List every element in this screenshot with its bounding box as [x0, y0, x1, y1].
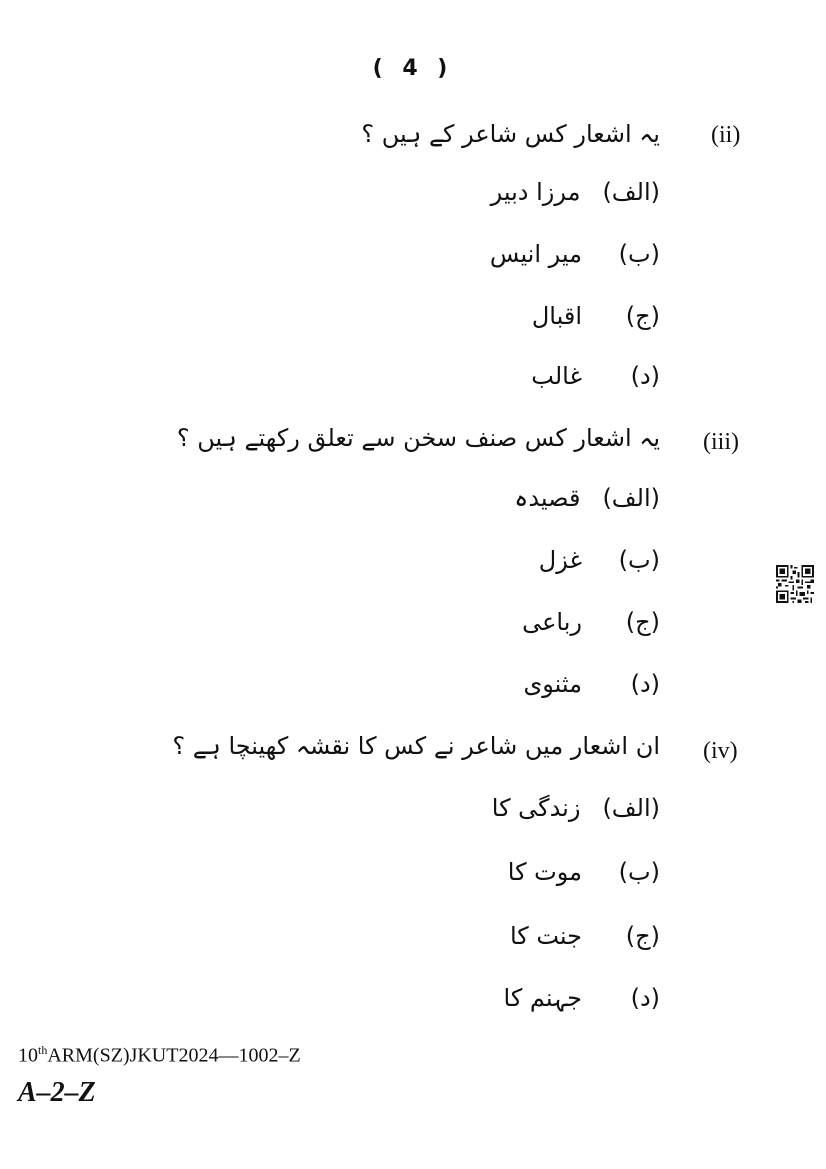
option-label: (ج)	[625, 608, 660, 636]
question-text-ii: یہ اشعار کس شاعر کے ہیں ؟	[361, 120, 660, 148]
option-iii-b	[400, 546, 660, 574]
question-number-ii: (ii)	[711, 122, 741, 148]
option-iii-d	[400, 670, 660, 698]
qr-code-icon	[776, 565, 814, 603]
paper-series: A–2–Z	[18, 1077, 96, 1108]
option-label: (الف)	[602, 484, 660, 512]
option-text: غالب	[531, 362, 582, 390]
option-iv-d	[400, 984, 660, 1012]
question-number-iv: (iv)	[703, 738, 738, 764]
option-iv-a	[400, 794, 660, 822]
option-label: (ب)	[618, 858, 660, 886]
paper-code-rest: ARM(SZ)JKUT2024—1002–Z	[47, 1044, 301, 1067]
option-ii-a	[400, 178, 660, 206]
option-label: (الف)	[602, 178, 660, 206]
option-text: مثنوی	[523, 670, 582, 698]
option-text: غزل	[538, 546, 582, 574]
option-text: موت کا	[507, 858, 582, 886]
option-text: مرزا دبیر	[490, 178, 581, 206]
paper-code-sup: th	[38, 1043, 48, 1057]
option-label: (الف)	[602, 794, 660, 822]
paper-code-prefix: 10	[18, 1044, 38, 1067]
option-label: (ج)	[625, 922, 660, 950]
option-ii-c	[400, 302, 660, 330]
option-iv-c	[400, 922, 660, 950]
option-label: (د)	[630, 984, 660, 1012]
option-ii-b	[400, 240, 660, 268]
question-text-iv: ان اشعار میں شاعر نے کس کا نقشہ کھینچا ہے ؟	[172, 732, 660, 760]
page-number: ( 4 )	[372, 56, 454, 81]
option-text: جہنم کا	[503, 984, 582, 1012]
option-iii-c	[400, 608, 660, 636]
option-label: (ب)	[618, 240, 660, 268]
option-text: میر انیس	[489, 240, 582, 268]
option-ii-d	[400, 362, 660, 390]
option-label: (ب)	[618, 546, 660, 574]
option-text: زندگی کا	[491, 794, 581, 822]
option-iii-a	[400, 484, 660, 512]
question-number-iii: (iii)	[703, 429, 739, 455]
paper-code	[18, 1043, 301, 1068]
question-text-iii: یہ اشعار کس صنف سخن سے تعلق رکھتے ہیں ؟	[176, 424, 660, 452]
option-text: جنت کا	[509, 922, 582, 950]
option-text: رباعی	[522, 608, 582, 636]
option-text: قصیدہ	[514, 484, 581, 512]
option-label: (د)	[630, 670, 660, 698]
option-label: (ج)	[625, 302, 660, 330]
option-label: (د)	[630, 362, 660, 390]
option-text: اقبال	[531, 302, 582, 330]
option-iv-b	[400, 858, 660, 886]
